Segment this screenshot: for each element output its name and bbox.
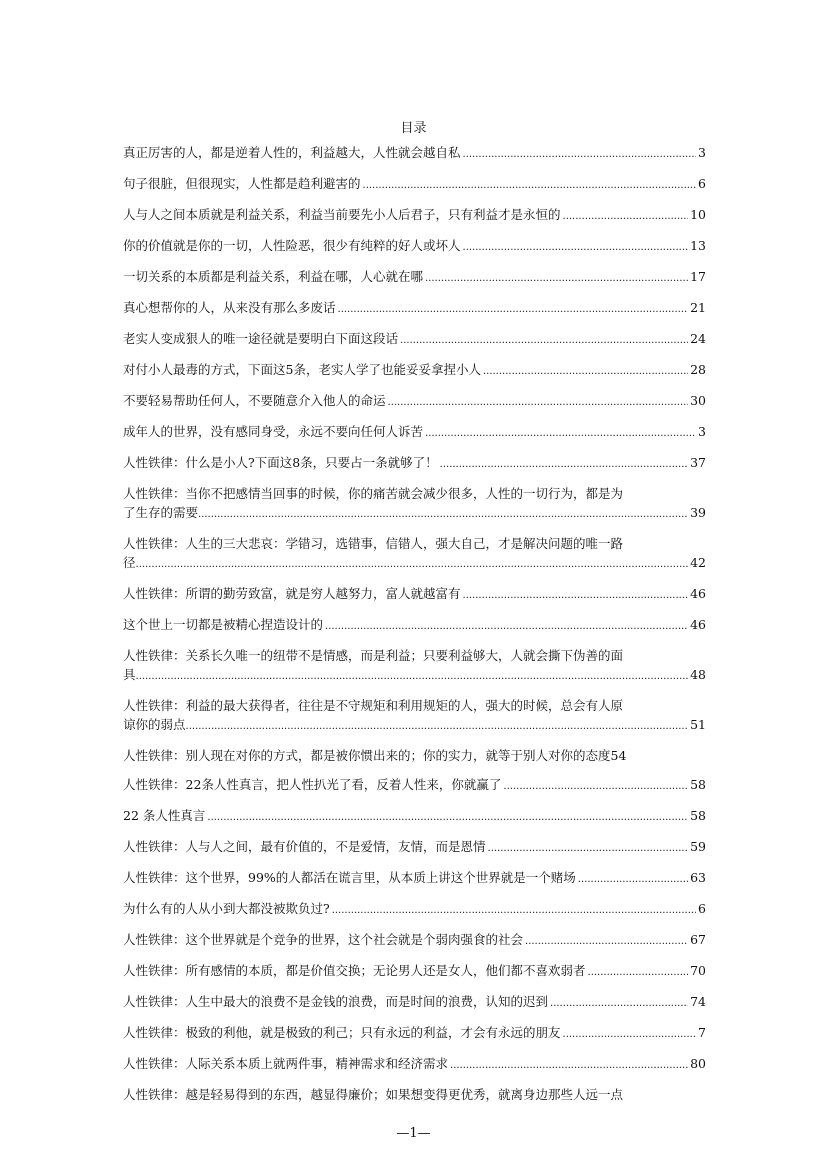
toc-entry-text: 人性铁律：利益的最大获得者，往往是不守规矩和利用规矩的人，强大的时候，总会有人原 <box>123 698 624 713</box>
toc-entry-page: 3 <box>698 424 706 439</box>
toc-entry-page: 46 <box>690 586 706 601</box>
toc-entry[interactable] <box>123 205 706 226</box>
toc-entry-text: 这个世上一切都是被精心捏造设计的 <box>123 617 324 632</box>
toc-entry-text: 人性铁律：这个世界就是个竞争的世界，这个社会就是个弱肉强食的社会 <box>123 932 524 947</box>
toc-entry[interactable] <box>123 584 706 605</box>
toc-entry[interactable] <box>123 453 706 474</box>
toc-entry-page: 17 <box>690 269 706 284</box>
toc-entry-page: 6 <box>698 901 706 916</box>
toc-leader <box>388 391 689 412</box>
toc-entry-page: 67 <box>690 932 706 947</box>
toc-entry-page: 39 <box>690 505 706 520</box>
toc-entry-page: 63 <box>690 870 706 885</box>
toc-leader <box>136 665 689 686</box>
toc-leader <box>503 775 688 796</box>
toc-entry[interactable] <box>123 930 706 951</box>
toc-entry[interactable] <box>123 298 706 319</box>
toc-entry-page: 10 <box>690 207 706 222</box>
toc-leader <box>463 143 697 164</box>
toc-entry[interactable] <box>123 746 706 765</box>
toc-entry-page: 7 <box>698 1025 706 1040</box>
toc-entry[interactable] <box>123 1023 706 1044</box>
toc-entry[interactable] <box>123 775 706 796</box>
toc-entry[interactable] <box>123 267 706 288</box>
toc-entry-text: 22 条人性真言 <box>123 808 206 823</box>
toc-entry-text: 一切关系的本质都是利益关系，利益在哪，人心就在哪 <box>123 269 424 284</box>
toc-entry-page: 21 <box>690 300 706 315</box>
toc-entry-text: 你的价值就是你的一切，人性险恶，很少有纯粹的好人或坏人 <box>123 238 461 253</box>
toc-entry-page: 54 <box>610 748 627 763</box>
toc-entry[interactable] <box>123 484 706 524</box>
toc-entry-text: 人性铁律：关系长久唯一的纽带不是情感，而是利益；只要利益够大，人就会撕下伪善的面 <box>123 648 624 663</box>
toc-entry-page: 58 <box>690 808 706 823</box>
toc-entry-text-cont: 了生存的需要 <box>123 505 199 520</box>
toc-leader <box>450 1054 688 1075</box>
table-of-contents <box>123 143 706 1114</box>
toc-entry[interactable] <box>123 174 706 195</box>
toc-entry-text: 人性铁律：别人现在对你的方式，都是被你惯出来的；你的实力，就等于别人对你的态度 <box>123 748 611 763</box>
toc-entry-text-cont: 径 <box>123 555 136 570</box>
toc-entry-page: 37 <box>690 455 706 470</box>
toc-entry[interactable] <box>123 534 706 574</box>
toc-leader <box>563 1023 697 1044</box>
toc-leader <box>363 174 697 195</box>
toc-leader <box>136 553 689 574</box>
toc-entry-text: 人性铁律：越是轻易得到的东西，越显得廉价；如果想变得更优秀，就离身边那些人远一点 <box>123 1087 624 1102</box>
toc-entry-text: 人性铁律：人生的三大悲哀：学错习，选错事，信错人，强大自己，才是解决问题的唯一路 <box>123 536 624 551</box>
toc-entry-page: 24 <box>690 331 706 346</box>
toc-entry-text: 句子很脏，但很现实，人性都是趋利避害的 <box>123 176 361 191</box>
toc-entry-text: 人性铁律：所谓的勤劳致富，就是穷人越努力，富人就越富有 <box>123 586 461 601</box>
toc-entry[interactable] <box>123 806 706 827</box>
toc-leader <box>186 715 689 736</box>
toc-entry-page: 13 <box>690 238 706 253</box>
toc-leader <box>198 503 688 524</box>
toc-entry-page: 58 <box>690 777 706 792</box>
page-number: —1— <box>396 1126 431 1141</box>
toc-entry-text: 不要轻易帮助任何人，不要随意介入他人的命运 <box>123 393 386 408</box>
toc-leader <box>332 899 696 920</box>
toc-entry-page: 48 <box>690 667 706 682</box>
toc-entry-text: 人性铁律：什么是小人?下面这8条，只要占一条就够了！ <box>123 455 438 470</box>
toc-entry[interactable] <box>123 615 706 636</box>
toc-entry-page: 3 <box>698 145 706 160</box>
toc-entry[interactable] <box>123 646 706 686</box>
toc-entry[interactable] <box>123 360 706 381</box>
toc-leader <box>550 992 688 1013</box>
toc-entry[interactable] <box>123 961 706 982</box>
toc-entry[interactable] <box>123 1054 706 1075</box>
toc-entry[interactable] <box>123 1085 706 1104</box>
toc-leader <box>440 453 688 474</box>
toc-entry-text: 人性铁律：22条人性真言，把人性扒光了看，反着人性来，你就赢了 <box>123 777 502 792</box>
toc-entry-page: 80 <box>690 1056 706 1071</box>
toc-entry-page: 28 <box>690 362 706 377</box>
toc-entry-text: 人性铁律：所有感情的本质，都是价值交换；无论男人还是女人，他们都不喜欢弱者 <box>123 963 586 978</box>
toc-leader <box>525 930 688 951</box>
toc-leader <box>483 360 688 381</box>
toc-entry-text-cont: 谅你的弱点 <box>123 717 186 732</box>
toc-leader <box>338 298 689 319</box>
toc-entry-page: 59 <box>690 839 706 854</box>
toc-entry-text: 人性铁律：当你不把感情当回事的时候，你的痛苦就会减少很多，人性的一切行为，都是为 <box>123 486 624 501</box>
toc-entry-text: 真正厉害的人，都是逆着人性的，利益越大，人性就会越自私 <box>123 145 461 160</box>
toc-entry-text: 人与人之间本质就是利益关系，利益当前要先小人后君子，只有利益才是永恒的 <box>123 207 561 222</box>
toc-entry-text: 人性铁律：人与人之间，最有价值的，不是爱情，友情，而是恩情 <box>123 839 486 854</box>
toc-entry-text: 成年人的世界，没有感同身受，永远不要向任何人诉苦 <box>123 424 424 439</box>
toc-entry[interactable] <box>123 837 706 858</box>
toc-title: 目录 <box>400 121 427 136</box>
toc-entry-text: 人性铁律：这个世界，99%的人都活在谎言里，从本质上讲这个世界就是一个赌场 <box>123 870 576 885</box>
toc-entry[interactable] <box>123 868 706 889</box>
toc-leader <box>578 868 688 889</box>
toc-entry-text: 人性铁律：人生中最大的浪费不是金钱的浪费，而是时间的浪费，认知的迟到 <box>123 994 549 1009</box>
toc-entry[interactable] <box>123 992 706 1013</box>
toc-entry[interactable] <box>123 391 706 412</box>
toc-entry-text: 为什么有的人从小到大都没被欺负过? <box>123 901 330 916</box>
toc-entry-text: 老实人变成狠人的唯一途径就是要明白下面这段话 <box>123 331 399 346</box>
toc-leader <box>425 422 696 443</box>
toc-entry-page: 51 <box>690 717 706 732</box>
toc-leader <box>207 806 688 827</box>
toc-leader <box>588 961 689 982</box>
toc-entry-page: 6 <box>698 176 706 191</box>
toc-entry[interactable] <box>123 696 706 736</box>
toc-leader <box>400 329 688 350</box>
toc-entry[interactable] <box>123 236 706 257</box>
toc-leader <box>463 584 689 605</box>
toc-entry-page: 30 <box>690 393 706 408</box>
toc-entry-page: 46 <box>690 617 706 632</box>
toc-leader <box>488 837 689 858</box>
toc-entry[interactable] <box>123 143 706 164</box>
toc-entry-page: 42 <box>690 555 706 570</box>
toc-entry[interactable] <box>123 329 706 350</box>
toc-entry-text: 人性铁律：极致的利他，就是极致的利己；只有永远的利益，才会有永远的朋友 <box>123 1025 561 1040</box>
toc-entry[interactable] <box>123 899 706 920</box>
toc-entry-text: 人性铁律：人际关系本质上就两件事，精神需求和经济需求 <box>123 1056 449 1071</box>
toc-leader <box>325 615 688 636</box>
toc-entry-text: 对付小人最毒的方式，下面这5条，老实人学了也能妥妥拿捏小人 <box>123 362 481 377</box>
toc-entry-text-cont: 具 <box>123 667 136 682</box>
toc-entry-page: 70 <box>690 963 706 978</box>
toc-entry-page: 74 <box>690 994 706 1009</box>
toc-entry[interactable] <box>123 422 706 443</box>
toc-leader <box>463 236 689 257</box>
toc-leader <box>425 267 688 288</box>
toc-leader <box>563 205 689 226</box>
toc-entry-text: 真心想帮你的人，从来没有那么多废话 <box>123 300 336 315</box>
